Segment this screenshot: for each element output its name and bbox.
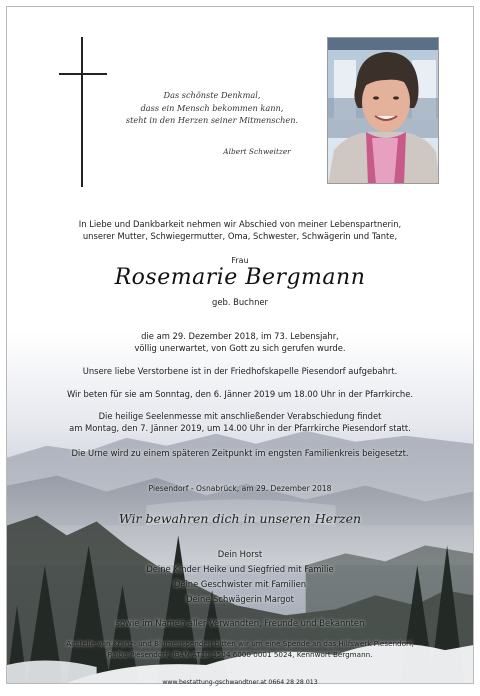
place-date: Piesendorf - Osnabrück, am 29. Dezember 2018 [148,484,332,493]
motto: Wir bewahren dich in unseren Herzen [118,511,362,526]
donation-line: Raiba Piesendorf, IBAN AT10 3504 6000 0001 5024, Kennwort Bergmann. [107,649,373,659]
quote-author: Albert Schweitzer [223,147,291,156]
mass-line: Die heilige Seelenmesse mit anschließender Verabschiedung findet [98,411,382,421]
mourners-list [7,548,473,605]
intro-text [7,218,473,242]
donation-notice [7,639,473,660]
mourners-tail: sowie im Namen aller Verwandten, Freunde und Bekannten [115,618,365,628]
maiden-name: geb. Buchner [212,297,268,307]
mourner-line: Deine Schwägerin Margot [186,594,294,604]
urn-notice: Die Urne wird zu einem späteren Zeitpunkt im engsten Familienkreis beigesetzt. [71,448,409,458]
mass-notice [7,410,473,434]
quote-line: Das schönste Denkmal, [163,90,261,100]
portrait-photo [327,37,439,184]
mourner-line: Dein Horst [217,549,263,559]
quote-line: dass ein Mensch bekommen kann, [140,102,284,113]
death-line: die am 29. Dezember 2018, im 73. Lebensjahr, [141,331,339,341]
deceased-name: Rosemarie Bergmann [114,265,366,290]
intro-line: In Liebe und Dankbarkeit nehmen wir Abschied von meiner Lebenspartnerin, [78,219,402,229]
title-frau: Frau [231,256,249,265]
death-notice [7,330,473,354]
mass-line: am Montag, den 7. Jänner 2019, um 14.00 Uhr in der Pfarrkirche Piesendorf statt. [69,423,411,433]
prayer-notice: Wir beten für sie am Sonntag, den 6. Jänner 2019 um 18.00 Uhr in der Pfarrkirche. [66,389,414,399]
intro-line: unserer Mutter, Schwiegermutter, Oma, Schwester, Schwägerin und Tante, [82,231,398,241]
mourner-line: Deine Kinder Heike und Siegfried mit Familie [146,564,334,574]
laid-out-notice: Unsere liebe Verstorbene ist in der Friedhofskapelle Piesendorf aufgebahrt. [82,366,398,376]
donation-line: Anstelle von Kranz- und Blumenspenden bitten wir um eine Spende an das Hilfswerk Piesendorf, [66,639,414,648]
mourner-line: Deine Geschwister mit Familien [173,579,307,589]
memorial-quote [107,89,317,127]
obituary-card [6,6,474,684]
quote-line: steht in den Herzen seiner Mitmenschen. [125,115,299,125]
death-line: völlig unerwartet, von Gott zu sich gerufen wurde. [134,343,346,353]
footer-contact: www.bestattung-gschwandtner.at 0664 28 28 013 [162,679,318,686]
